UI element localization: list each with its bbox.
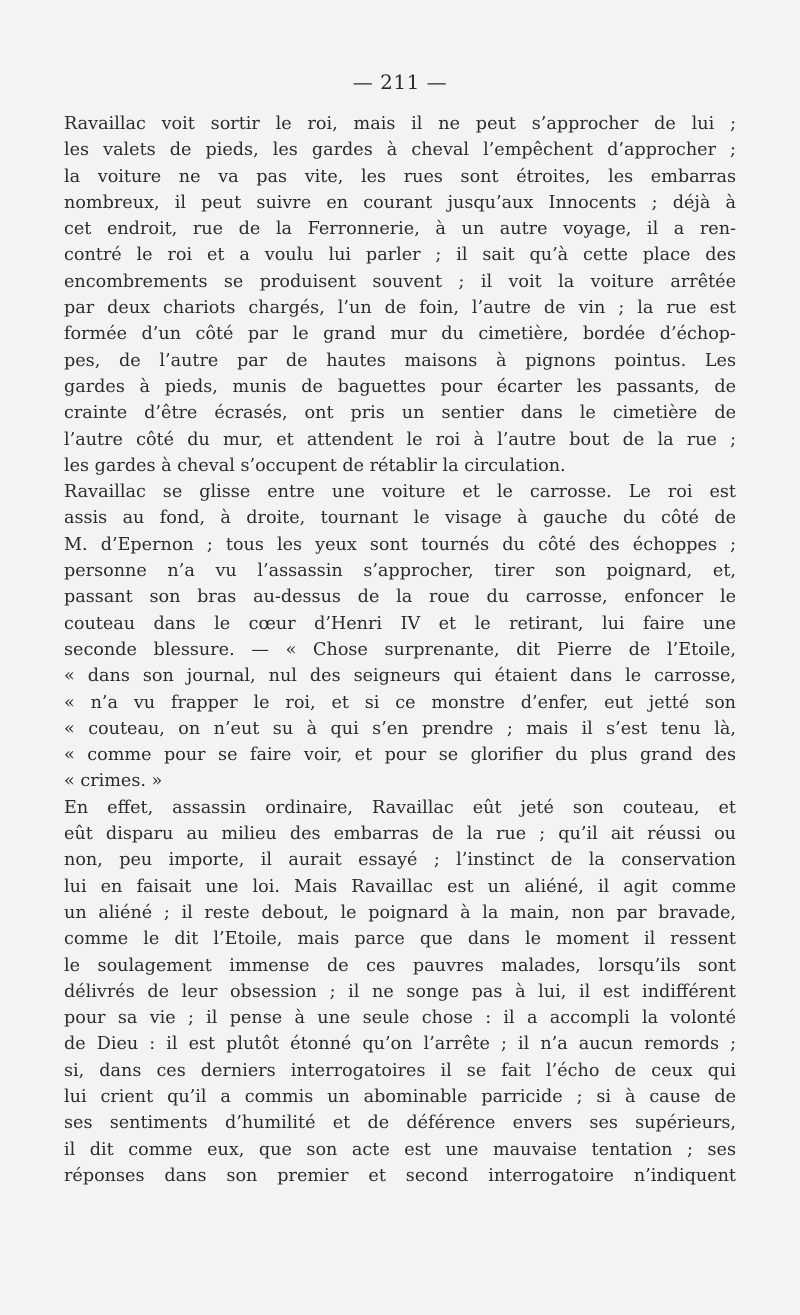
- text-line: comme le dit l’Etoile, mais parce que dans le moment il ressent: [64, 929, 736, 950]
- text-line: M. d’Epernon ; tous les yeux sont tournés du côté des échoppes ;: [64, 534, 736, 555]
- text-line: délivrés de leur obsession ; il ne songe pas à lui, il est indifférent: [64, 981, 736, 1002]
- text-line: ses sentiments d’humilité et de déférence envers ses supérieurs,: [64, 1113, 736, 1134]
- text-line: formée d’un côté par le grand mur du cimetière, bordée d’échop-: [64, 324, 736, 345]
- text-line: lui crient qu’il a commis un abominable parricide ; si à cause de: [64, 1086, 736, 1107]
- text-line: Ravaillac se glisse entre une voiture et le carrosse. Le roi est: [64, 482, 736, 503]
- text-line: « crimes. »: [64, 771, 163, 792]
- text-line: cet endroit, rue de la Ferronnerie, à un autre voyage, il a ren-: [64, 219, 736, 240]
- text-line: il dit comme eux, que son acte est une mauvaise tentation ; ses: [64, 1139, 736, 1160]
- text-line: la voiture ne va pas vite, les rues sont étroites, les embarras: [64, 166, 736, 187]
- text-line: l’autre côté du mur, et attendent le roi à l’autre bout de la rue ;: [64, 429, 736, 450]
- text-line: lui en faisait une loi. Mais Ravaillac est un aliéné, il agit comme: [64, 876, 736, 897]
- text-line: gardes à pieds, munis de baguettes pour écarter les passants, de: [64, 376, 736, 397]
- text-line: non, peu importe, il aurait essayé ; l’instinct de la conservation: [64, 850, 736, 871]
- text-line: de Dieu : il est plutôt étonné qu’on l’arrête ; il n’a aucun remords ;: [64, 1034, 736, 1055]
- text-line: pour sa vie ; il pense à une seule chose : il a accompli la volonté: [64, 1008, 736, 1029]
- text-line: seconde blessure. — « Chose surprenante, dit Pierre de l’Etoile,: [64, 639, 736, 660]
- text-line: Ravaillac voit sortir le roi, mais il ne peut s’approcher de lui ;: [64, 114, 736, 134]
- text-line: crainte d’être écrasés, ont pris un sentier dans le cimetière de: [64, 403, 736, 424]
- text-line: « couteau, on n’eut su à qui s’en prendre ; mais il s’est tenu là,: [64, 718, 736, 739]
- text-line: En effet, assassin ordinaire, Ravaillac eût jeté son couteau, et: [64, 797, 736, 818]
- text-line: réponses dans son premier et second interrogatoire n’indiquent: [64, 1165, 736, 1186]
- text-line: nombreux, il peut suivre en courant jusqu’aux Innocents ; déjà à: [64, 192, 736, 213]
- text-line: pes, de l’autre par de hautes maisons à pignons pointus. Les: [64, 350, 736, 371]
- text-line: encombrements se produisent souvent ; il voit la voiture arrêtée: [64, 271, 736, 292]
- text-line: couteau dans le cœur d’Henri IV et le retirant, lui faire une: [64, 613, 736, 634]
- text-line: assis au fond, à droite, tournant le visage à gauche du côté de: [64, 508, 736, 529]
- page-number: — 211 —: [352, 70, 448, 94]
- text-line: « dans son journal, nul des seigneurs qui étaient dans le carrosse,: [64, 666, 736, 687]
- text-line: eût disparu au milieu des embarras de la rue ; qu’il ait réussi ou: [64, 824, 736, 845]
- text-line: un aliéné ; il reste debout, le poignard à la main, non par bravade,: [64, 902, 736, 923]
- text-line: par deux chariots chargés, l’un de foin, l’autre de vin ; la rue est: [64, 298, 736, 319]
- body-text: [64, 111, 736, 1189]
- text-line: personne n’a vu l’assassin s’approcher, tirer son poignard, et,: [64, 561, 736, 582]
- text-line: le soulagement immense de ces pauvres malades, lorsqu’ils sont: [64, 955, 736, 976]
- text-line: les gardes à cheval s’occupent de rétablir la circulation.: [64, 455, 566, 476]
- text-line: si, dans ces derniers interrogatoires il se fait l’écho de ceux qui: [64, 1060, 736, 1081]
- text-line: « comme pour se faire voir, et pour se glorifier du plus grand des: [64, 745, 736, 766]
- text-line: « n’a vu frapper le roi, et si ce monstre d’enfer, eut jetté son: [64, 692, 736, 713]
- text-line: les valets de pieds, les gardes à cheval l’empêchent d’approcher ;: [64, 140, 736, 161]
- text-line: passant son bras au-dessus de la roue du carrosse, enfoncer le: [64, 587, 736, 608]
- text-line: contré le roi et a voulu lui parler ; il sait qu’à cette place des: [64, 245, 736, 266]
